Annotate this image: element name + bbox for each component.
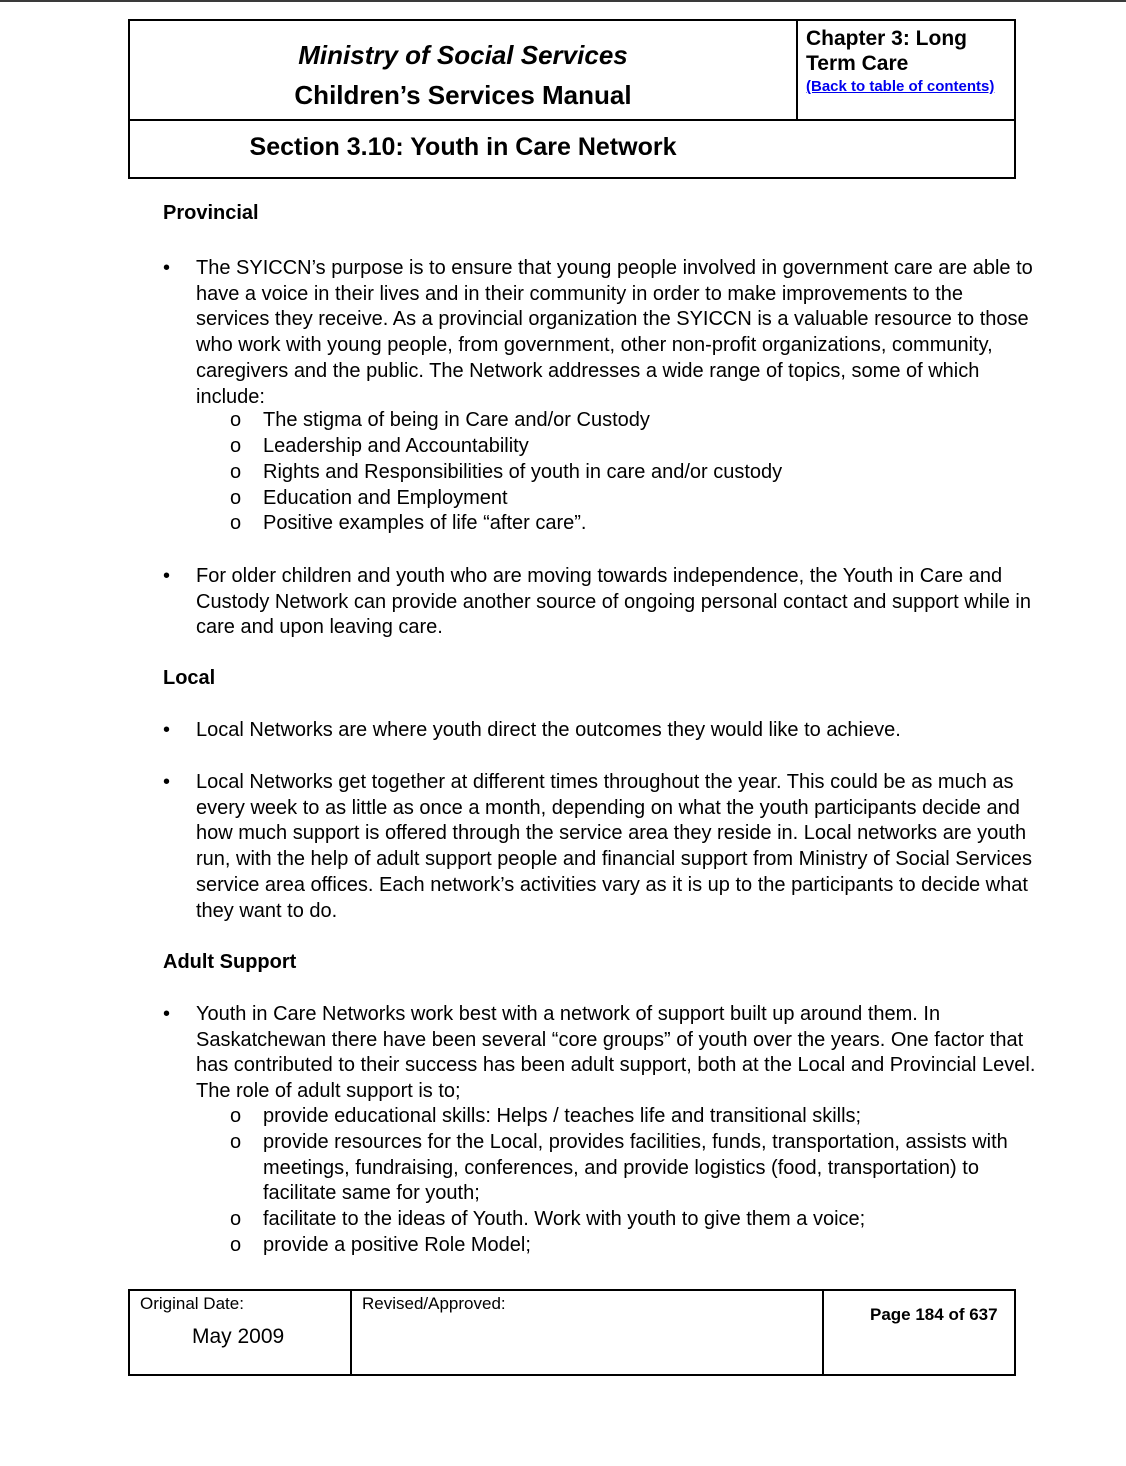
page-number: Page 184 of 637 [870, 1305, 998, 1324]
original-date-value: May 2009 [192, 1325, 285, 1348]
sub-list-item-text: provide resources for the Local, provides facilities, funds, transportation, assists with meetings, fundraising, conferences, and provide logistics (food, transportation) to facilitate same for youth; [263, 1131, 1008, 1205]
bullet-icon: • [163, 565, 171, 587]
circle-bullet-icon: o [230, 1234, 242, 1256]
sub-list-item-text: Education and Employment [263, 487, 508, 509]
section-title: Section 3.10: Youth in Care Network [249, 133, 677, 161]
sub-list-item-text: Positive examples of life “after care”. [263, 512, 587, 534]
list-item-text: Local Networks are where youth direct the outcomes they would like to achieve. [196, 719, 901, 741]
sub-list-item-text: facilitate to the ideas of Youth. Work with youth to give them a voice; [263, 1208, 866, 1230]
list-item-text: For older children and youth who are moving towards independence, the Youth in Care and Custody Network can provide another source of ongoing personal contact and support while in care and upon leaving care. [196, 565, 1031, 639]
circle-bullet-icon: o [230, 1208, 242, 1230]
list-item-text: Local Networks get together at different times throughout the year. This could be as much as every week to as little as once a month, depending on what the youth participants decide and how much support is offered through the service area they reside in. Local networks are youth run, with the help of adult support people and financial support from Ministry of Social Services service area offices. Each network’s activities vary as it is up to the participants to decide what they want to do. [196, 771, 1032, 922]
circle-bullet-icon: o [230, 487, 242, 509]
bullet-icon: • [163, 719, 171, 741]
sub-list-item-text: provide educational skills: Helps / teaches life and transitional skills; [263, 1105, 862, 1127]
bullet-icon: • [163, 771, 171, 793]
back-to-toc-link[interactable]: (Back to table of contents) [806, 78, 995, 95]
circle-bullet-icon: o [230, 461, 242, 483]
header-title-cell [130, 21, 798, 121]
revised-approved-cell [352, 1291, 824, 1374]
document-header [128, 19, 1016, 179]
heading-local: Local [163, 667, 216, 689]
header-chapter-cell [798, 21, 1014, 121]
manual-title: Children’s Services Manual [294, 80, 632, 110]
revised-approved-label: Revised/Approved: [362, 1294, 506, 1313]
circle-bullet-icon: o [230, 512, 242, 534]
document-footer [128, 1289, 1016, 1376]
sub-list-item-text: The stigma of being in Care and/or Custody [263, 409, 650, 431]
circle-bullet-icon: o [230, 1131, 242, 1153]
page-number-cell [824, 1291, 1014, 1374]
circle-bullet-icon: o [230, 435, 242, 457]
list-item-text: The SYICCN’s purpose is to ensure that young people involved in government care are able to have a voice in their lives and in their community in order to make improvements to the services they receive. As a provincial organization the SYICCN is a valuable resource to those who work with young people, from government, other non-profit organizations, community, caregivers and the public. The Network addresses a wide range of topics, some of which include: [196, 257, 1033, 408]
heading-provincial: Provincial [163, 202, 259, 224]
original-date-label: Original Date: [140, 1294, 244, 1313]
original-date-cell [130, 1291, 352, 1374]
list-item-text: Youth in Care Networks work best with a network of support built up around them. In Saskatchewan there have been several “core groups” of youth over the years. One factor that has contributed to their success has been adult support, both at the Local and Provincial Level. The role of adult support is to; [196, 1003, 1036, 1103]
chapter-title: Chapter 3: Long Term Care [806, 27, 967, 75]
sub-list-item-text: Rights and Responsibilities of youth in care and/or custody [263, 461, 783, 483]
heading-adult-support: Adult Support [163, 951, 297, 973]
bullet-icon: • [163, 257, 171, 279]
sub-list-item-text: provide a positive Role Model; [263, 1234, 531, 1256]
top-rule [0, 0, 1126, 2]
circle-bullet-icon: o [230, 1105, 242, 1127]
sub-list-item-text: Leadership and Accountability [263, 435, 529, 457]
bullet-icon: • [163, 1003, 171, 1025]
circle-bullet-icon: o [230, 409, 242, 431]
ministry-title: Ministry of Social Services [298, 40, 628, 70]
